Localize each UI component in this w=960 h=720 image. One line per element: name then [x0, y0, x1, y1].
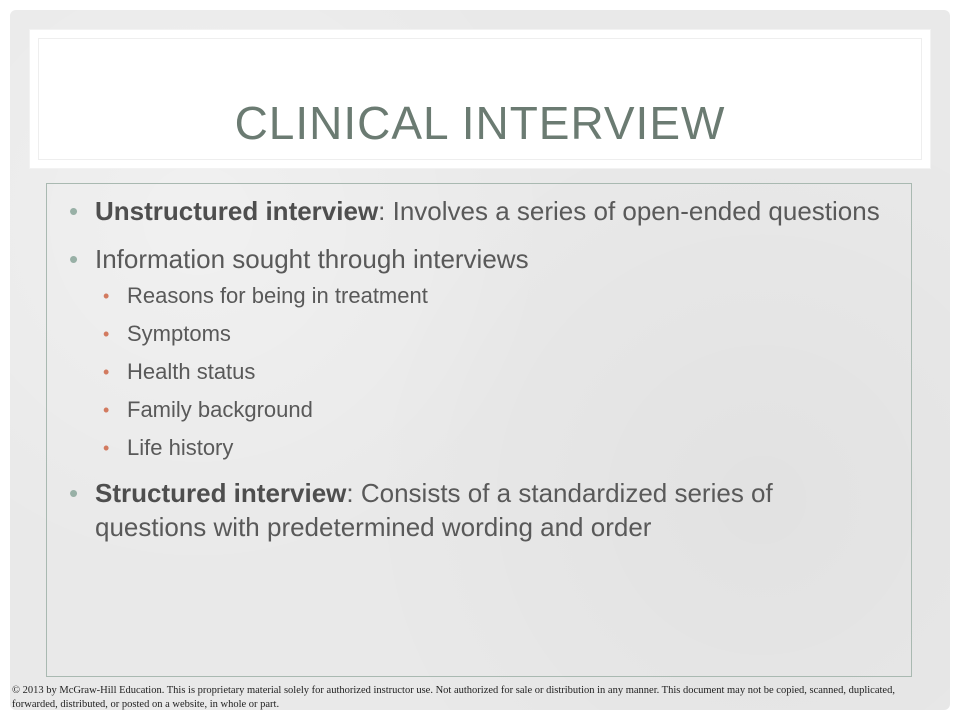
sub-bullet-item [95, 282, 891, 310]
bullet-text: : Consists of a standardized series of questions with predetermined wording and order [95, 478, 773, 542]
bullet-information-sought [69, 242, 891, 462]
sub-bullet-text: Family background [127, 397, 313, 422]
sub-bullet-list [95, 282, 891, 462]
bullet-bold-term: Structured interview [95, 478, 347, 508]
sub-bullet-dot-icon: • [103, 400, 110, 420]
bullet-unstructured-interview [69, 194, 891, 228]
bullet-structured-interview [69, 476, 891, 544]
copyright-footer: © 2013 by McGraw-Hill Education. This is proprietary material solely for authorized instructor use. Not authorized for sale or distribution in any manner. This document may not be copied, scanned, duplicated, forwarded, distributed, or posted on a website, in whole or part. [12, 685, 895, 710]
bullet-dot-icon: • [69, 478, 79, 508]
sub-bullet-dot-icon: • [103, 362, 110, 382]
sub-bullet-text: Symptoms [127, 321, 231, 346]
sub-bullet-item [95, 434, 891, 462]
title-box [30, 30, 930, 168]
bullet-list [69, 194, 891, 558]
bullet-dot-icon: • [69, 196, 79, 226]
bullet-text: Information sought through interviews [95, 244, 529, 274]
sub-bullet-item [95, 396, 891, 424]
sub-bullet-dot-icon: • [103, 324, 110, 344]
sub-bullet-dot-icon: • [103, 438, 110, 458]
sub-bullet-dot-icon: • [103, 286, 110, 306]
sub-bullet-item [95, 358, 891, 386]
sub-bullet-text: Life history [127, 435, 234, 460]
slide-title: CLINICAL INTERVIEW [234, 97, 726, 149]
bullet-bold-term: Unstructured interview [95, 196, 379, 226]
bullet-text: : Involves a series of open-ended questions [378, 196, 880, 226]
sub-bullet-text: Reasons for being in treatment [127, 283, 428, 308]
sub-bullet-item [95, 320, 891, 348]
bullet-dot-icon: • [69, 244, 79, 274]
sub-bullet-text: Health status [127, 359, 256, 384]
content-box [46, 183, 912, 677]
